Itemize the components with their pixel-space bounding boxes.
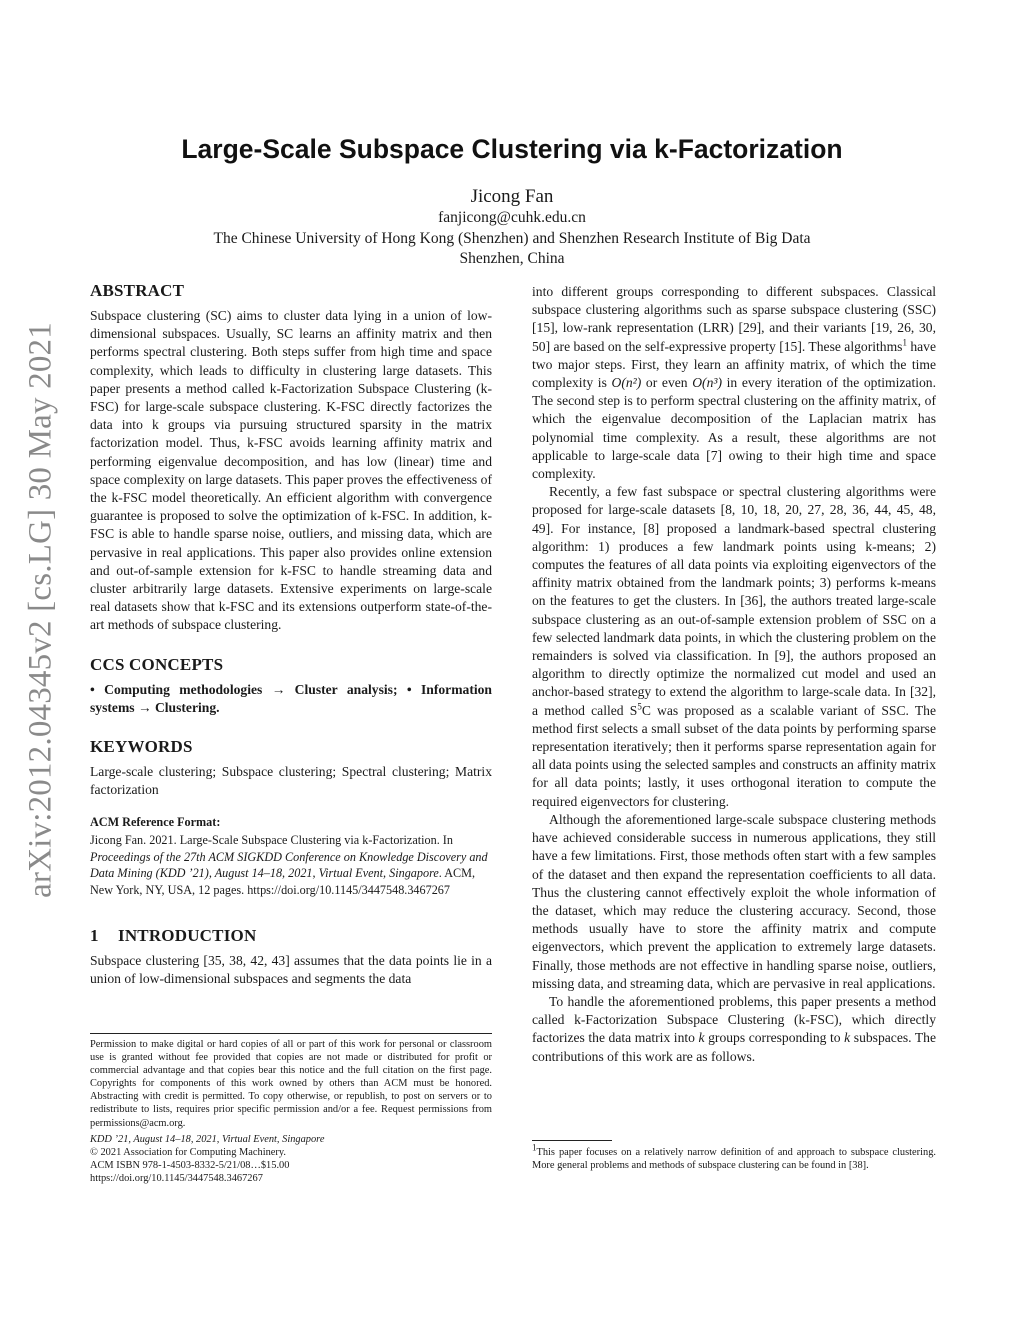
acm-reference-text — [90, 832, 492, 898]
k-symbol-1: k — [698, 1030, 705, 1046]
intro-p1-part-a: into different groups corresponding to different subspaces. Classical subspace clustering algorithms such as sparse subspace clustering (SSC) [15], low-rank representation (LRR) [29], and their variants [19, 26, 30, 50] are based on the self-expressive property [15]. These algorithms — [532, 284, 936, 354]
k-symbol-2: k — [844, 1030, 851, 1046]
acm-reference-authors: Jicong Fan. 2021. Large-Scale Subspace Clustering via k-Factorization. In — [90, 833, 453, 848]
keywords-text: Large-scale clustering; Subspace clustering; Spectral clustering; Matrix factorization — [90, 764, 492, 798]
author-affiliation: The Chinese University of Hong Kong (Shenzhen) and Shenzhen Research Institute of Big Data — [213, 230, 811, 247]
intro-paragraph-1-continued — [532, 283, 936, 483]
footnote-marker: 1 — [902, 337, 907, 348]
arxiv-sidebar — [6, 300, 76, 920]
footnote-divider — [532, 1140, 612, 1141]
s5c-superscript: 5 — [637, 701, 642, 712]
complexity-n3: O(n³) — [692, 375, 722, 391]
left-column — [90, 281, 492, 989]
intro-paragraph-3: Although the aforementioned large-scale subspace clustering methods have achieved considerable success in numerous applications, they still have a few limitations. First, those methods often start with a few samples of the dataset and then expand the representation coefficients to all data. Thus the clustering cannot effectively exploit the whole information of the dataset, which may reduce the clustering accuracy. Second, those methods usually have to store the affinity matrix and compute eigenvectors, which prevent the application to extremely large datasets. Finally, those methods are not effective in handling sparse noise, outliers, missing data, and streaming data, which are pervasive in real applications. — [532, 811, 936, 991]
acm-reference-tail: . ACM, New York, NY, USA, 12 pages. https://doi.org/10.1145/3447548.3467267 — [90, 866, 476, 897]
arxiv-identifier: arXiv:2012.04345v2 [cs.LG] 30 May 2021 — [22, 322, 59, 898]
intro-p1-part-b: have two major steps. First, they learn an affinity matrix, of which the time complexity is — [532, 338, 936, 391]
intro-paragraph-4 — [532, 993, 936, 1066]
copyright-line: © 2021 Association for Computing Machinery. — [90, 1147, 286, 1159]
intro-p4-part-c: subspaces. The contributions of this work are as follows. — [532, 1030, 936, 1064]
intro-section-number: 1 — [90, 926, 99, 946]
abstract-text: Subspace clustering (SC) aims to cluster data lying in a union of low-dimensional subspaces. Usually, SC learns an affinity matrix and then performs spectral clustering. Both steps suffer from high time and space complexity, which leads to difficulty in clustering large datasets. This paper presents a method called k-Factorization Subspace Clustering (k-FSC) for large-scale subspace clustering. K-FSC directly factorizes the data into k groups via pursuing structured sparsity in the matrix factorization model. Thus, k-FSC avoids learning affinity matrix and performing eigenvalue decomposition, and has low (linear) time and space complexity on large datasets. This paper proves the effectiveness of the k-FSC model theoretically. An efficient algorithm with convergence guarantee is proposed to solve the optimization of k-FSC. In addition, k-FSC is able to handle sparse noise, outliers, and missing data, which are pervasive in real applications. This paper also provides online extension and out-of-sample extension for k-FSC to handle streaming data and cluster arbitrarily large datasets. Extensive experiments on large-scale real datasets show that k-FSC and its extensions outperform state-of-the-art methods of subspace clustering. — [90, 308, 492, 633]
complexity-n2: O(n²) — [611, 375, 642, 391]
intro-paragraph-1: Subspace clustering [35, 38, 42, 43] assumes that the data points lie in a union of low-dimensional subspaces and segments the data — [90, 953, 492, 987]
acm-reference-heading: ACM Reference Format: — [90, 815, 221, 830]
abstract-heading: ABSTRACT — [90, 281, 185, 300]
intro-p1-part-c: or even — [641, 375, 693, 391]
ccs-heading: CCS CONCEPTS — [90, 654, 224, 674]
keywords-heading: KEYWORDS — [90, 737, 193, 757]
footnote-text: This paper focuses on a relatively narrow definition of and approach to subspace clustering. More general problems and methods of subspace clustering can be found in [38]. — [532, 1147, 936, 1172]
intro-p4-part-a: To handle the aforementioned problems, this paper presents a method called k-Factorization Subspace Clustering (k-FSC), which directly factorizes the data matrix into — [532, 993, 936, 1046]
footnote-number: 1 — [532, 1142, 537, 1153]
intro-p4-part-b: groups corresponding to — [704, 1030, 845, 1046]
conference-line: KDD ’21, August 14–18, 2021, Virtual Event, Singapore — [90, 1134, 325, 1145]
author-email: fanjicong@cuhk.edu.cn — [438, 209, 586, 226]
doi-line: https://doi.org/10.1145/3447548.3467267 — [90, 1173, 263, 1185]
intro-p2-part-a: Recently, a few fast subspace or spectral clustering algorithms were proposed for large-scale datasets [8, 10, 18, 20, 27, 28, 36, 44, 45, 48, 49]. For instance, [8] proposed a landmark-based spectral clustering algorithm: 1) produces a few landmark points using k-means; 2) computes the features of all data points via exploiting eigenvectors of the affinity matrix obtained from the landmark points; 3) performs k-means on the features to get the clusters. In [36], the authors treated large-scale subspace clustering as an out-of-sample extension problem of SSC on a few selected landmark data points, in which the clustering problem on the remainders is solved via classification. In [9], the authors proposed an algorithm to directly optimize the normalized cut model and used an anchor-based strategy to extend the algorithm to large-scale data. In [32], a method called S — [532, 484, 936, 718]
author-name: Jicong Fan — [470, 186, 554, 207]
ccs-text: • Computing methodologies → Cluster analysis; • Information systems → Clustering. — [90, 681, 492, 715]
footnote — [532, 1142, 936, 1172]
right-column — [532, 283, 936, 1066]
intro-section-title: INTRODUCTION — [118, 926, 257, 946]
intro-p2-part-b: C was proposed as a scalable variant of SSC. The method first selects a small subset of the data points by performing sparse representation iteratively; then it performs sparse representation again for all data points using the selected samples and constructs an affinity matrix for all data points; lastly, it uses orthogonal iteration to compute the required eigenvectors for clustering. — [532, 702, 936, 809]
publication-meta — [90, 1133, 492, 1185]
intro-p1-part-d: in every iteration of the optimization. The second step is to perform spectral clustering on the affinity matrix, of which the eigenvalue decomposition of the Laplacian matrix has polynomial time complexity. As a result, these algorithms are not applicable to large-scale data [7] owing to their high time and space complexity. — [532, 375, 936, 482]
intro-paragraph-2 — [532, 483, 936, 811]
paper-title: Large-Scale Subspace Clustering via k-Factorization — [181, 134, 843, 164]
isbn-line: ACM ISBN 978-1-4503-8332-5/21/08…$15.00 — [90, 1160, 290, 1172]
author-location: Shenzhen, China — [459, 250, 565, 267]
intro-heading — [90, 926, 492, 946]
permission-notice: Permission to make digital or hard copies of all or part of this work for personal or classroom use is granted without fee provided that copies are not made or distributed for profit or commercial advantage and that copies bear this notice and the full citation on the first page. Copyrights for components of this work owned by others than ACM must be honored. Abstracting with credit is permitted. To copy otherwise, or republish, to post on servers or to redistribute to lists, requires prior specific permission and/or a fee. Request permissions from permissions@acm.org. — [90, 1039, 492, 1129]
permission-divider — [90, 1033, 492, 1034]
acm-reference-venue: Proceedings of the 27th ACM SIGKDD Conference on Knowledge Discovery and Data Mining (KDD ’21), August 14–18, 2021, Virtual Event, Singapore — [90, 849, 488, 881]
